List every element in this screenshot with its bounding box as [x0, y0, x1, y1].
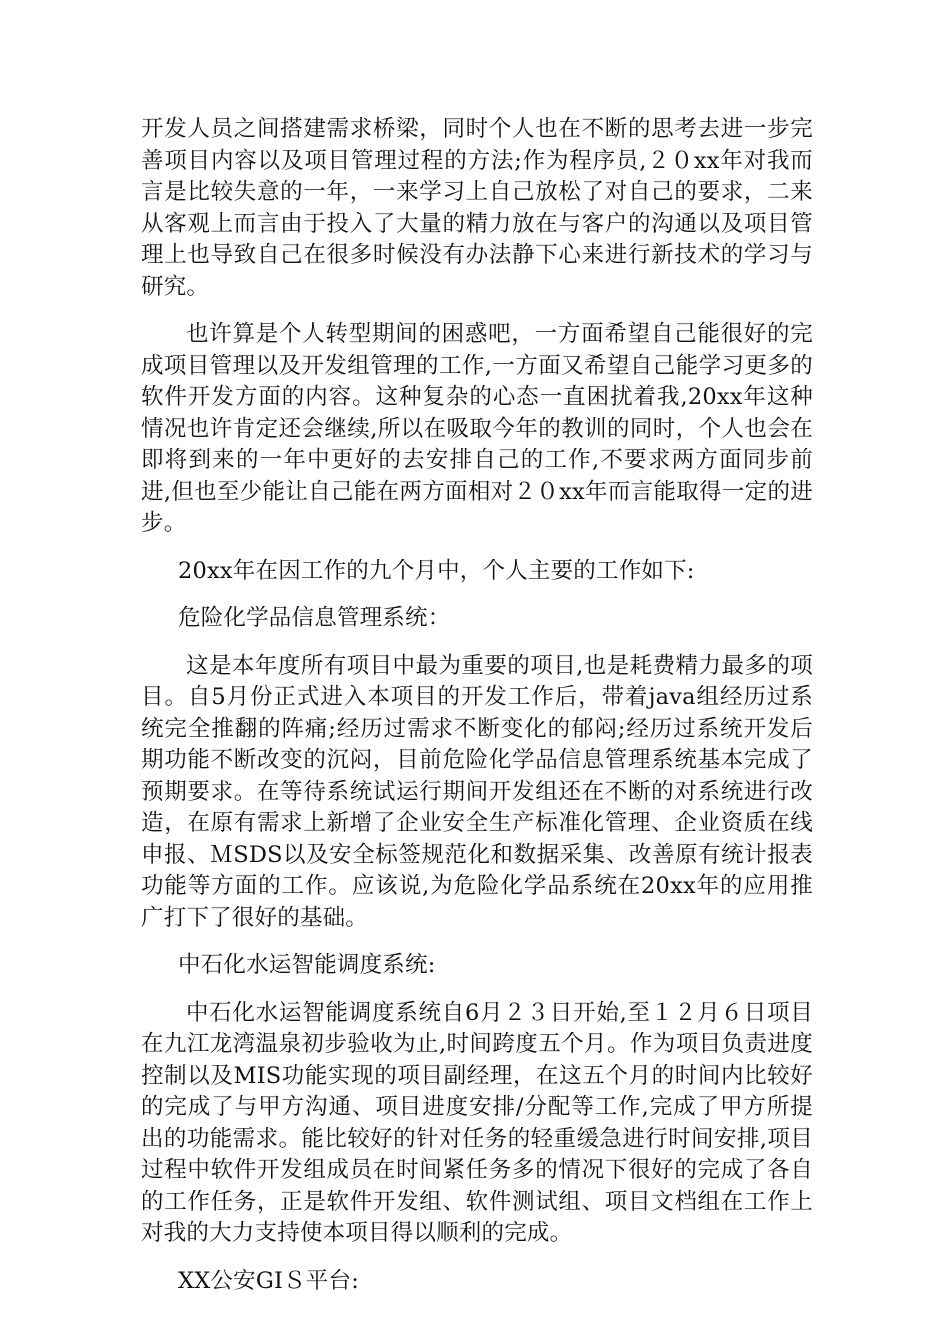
paragraph-2: 也许算是个人转型期间的困惑吧，一方面希望自己能很好的完成项目管理以及开发组管理的工作,一方面又希望自己能学习更多的软件开发方面的内容。这种复杂的心态一直困扰着我,20xx年这种情况也许肯定还会继续,所以在吸取今年的教训的同时，个人也会在即将到来的一年中更好的去安排自己的工作,不要求两方面同步前进,但也至少能让自己能在两方面相对２０xx年而言能取得一定的进步。	[141, 321, 813, 536]
document-body	[141, 114, 813, 1313]
paragraph-5: 这是本年度所有项目中最为重要的项目,也是耗费精力最多的项目。自5月份正式进入本项目的开发工作后，带着java组经历过系统完全推翻的阵痛;经历过需求不断变化的郁闷;经历过系统开发后期功能不断改变的沉闷，目前危险化学品信息管理系统基本完成了预期要求。在等待系统试运行期间开发组还在不断的对系统进行改造，在原有需求上新增了企业安全生产标准化管理、企业资质在线申报、ＭSDS以及安全标签规范化和数据采集、改善原有统计报表功能等方面的工作。应该说,为危险化学品系统在20xx年的应用推广打下了很好的基础。	[141, 652, 813, 931]
paragraph-1: 开发人员之间搭建需求桥梁，同时个人也在不断的思考去进一步完善项目内容以及项目管理过程的方法;作为程序员,２０xx年对我而言是比较失意的一年，一来学习上自己放松了对自己的要求，二来从客观上而言由于投入了大量的精力放在与客户的沟通以及项目管理上也导致自己在很多时候没有办法静下心来进行新技术的学习与研究。	[141, 116, 813, 300]
section-heading-hazardous-chemicals: 危险化学品信息管理系统：	[178, 605, 451, 631]
section-heading-gis-platform: XX公安GIＳ平台:	[178, 1267, 359, 1294]
paragraph-7: 中石化水运智能调度系统自6月２３日开始,至１２月６日项目在九江龙湾温泉初步验收为止,时间跨度五个月。作为项目负责进度控制以及MIS功能实现的项目副经理，在这五个月的时间内比较好的完成了与甲方沟通、项目进度安排/分配等工作,完成了甲方所提出的功能需求。能比较好的针对任务的轻重缓急进行时间安排,项目过程中软件开发组成员在时间紧任务多的情况下很好的完成了各自的工作任务，正是软件开发组、软件测试组、项目文档组在工作上对我的大力支持使本项目得以顺利的完成。	[141, 999, 813, 1246]
paragraph-3: 20xx年在因工作的九个月中，个人主要的工作如下:	[178, 557, 695, 584]
section-heading-sinopec-dispatch: 中石化水运智能调度系统:	[178, 952, 436, 978]
